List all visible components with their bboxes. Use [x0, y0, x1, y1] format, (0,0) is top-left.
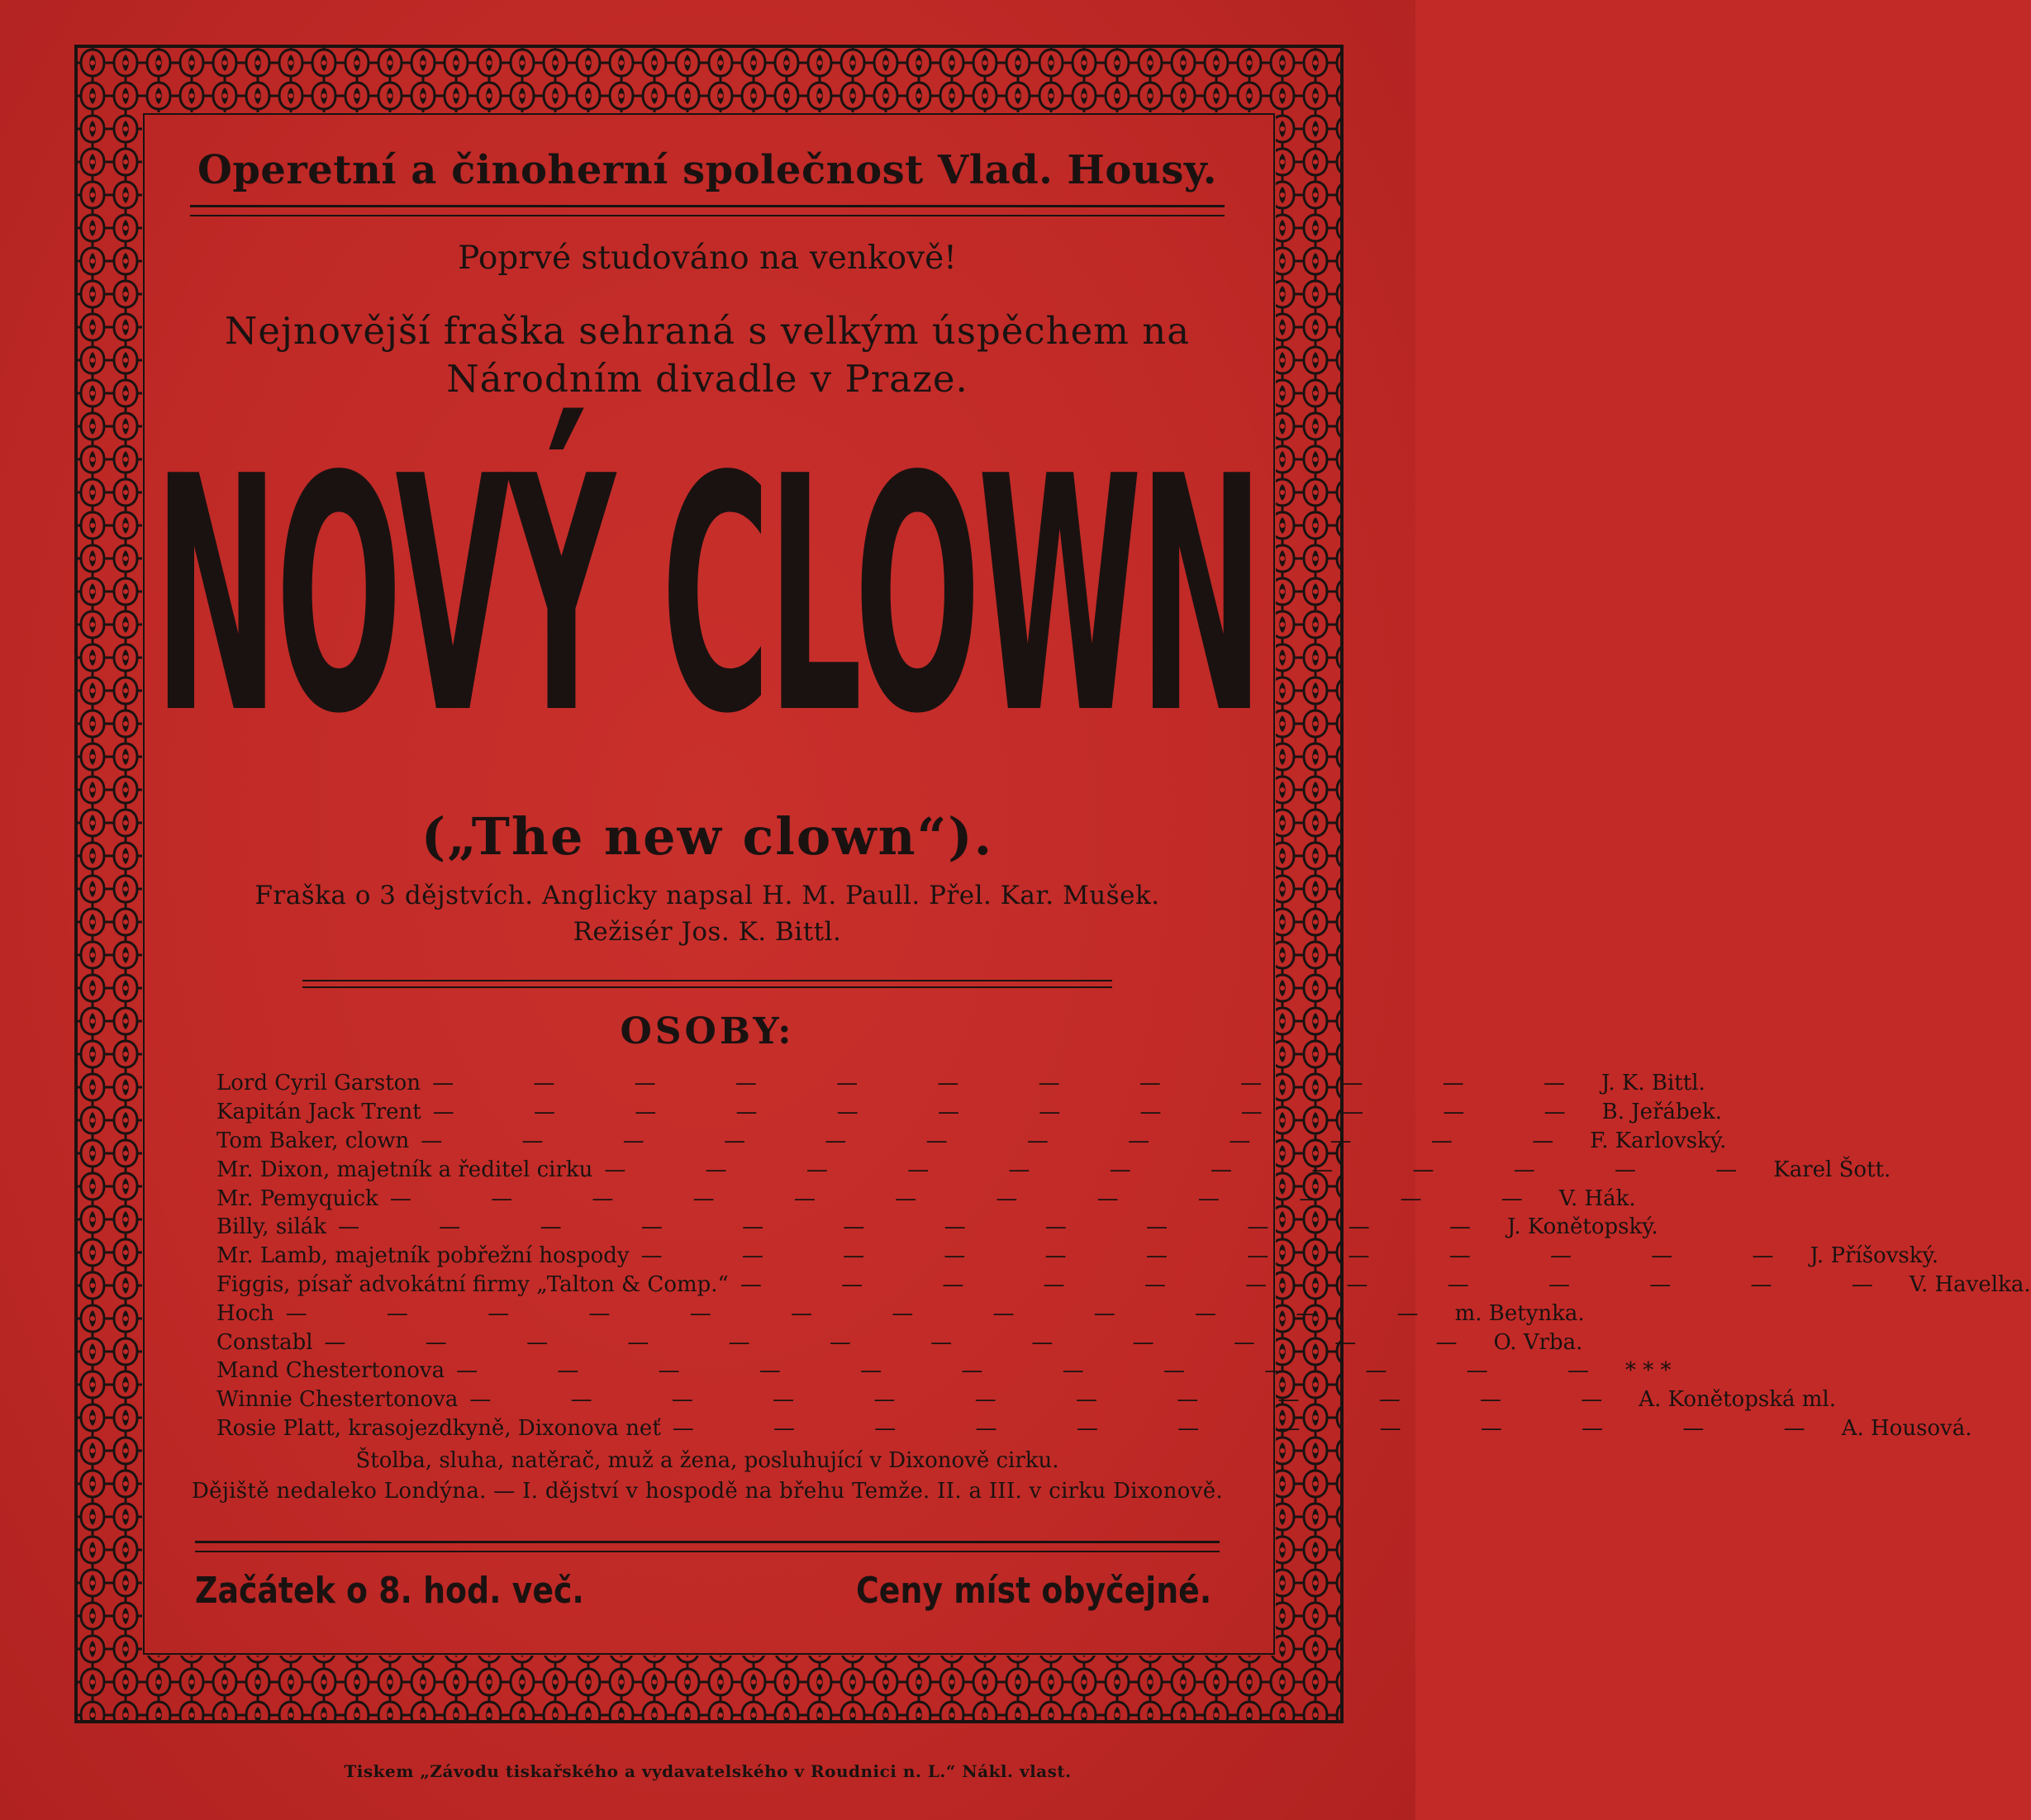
- cast-row: [216, 1357, 1672, 1385]
- cast-role: Mr. Pemyquick: [216, 1186, 378, 1211]
- cast-leader-dashes: — — — — — — — — — — — —: [421, 1128, 1591, 1153]
- cast-role: Mand Chestertonova: [216, 1358, 445, 1384]
- play-info: [149, 877, 1266, 950]
- cast-leader-dashes: — — — — — — — — — — — —: [324, 1329, 1494, 1355]
- cast-actor: F. Karlovský.: [1590, 1128, 1727, 1153]
- extras-line: Štolba, sluha, natěrač, muž a žena, posluhující v Dixonově cirku.: [355, 1448, 1059, 1473]
- first-performance-note: Poprvé studováno na venkově!: [458, 240, 957, 277]
- cast-actor: A. Konětopská ml.: [1639, 1387, 1836, 1413]
- cast-actor: Karel Šott.: [1773, 1157, 1891, 1182]
- cast-row: [216, 1069, 1705, 1098]
- cast-row: [216, 1299, 1585, 1328]
- cast-leader-dashes: — — — — — — — — — — — —: [432, 1071, 1601, 1096]
- poster-content: [149, 116, 2031, 1661]
- ticket-prices: Ceny míst obyčejné.: [855, 1570, 1211, 1612]
- cast-leader-dashes: — — — — — — — — — — — —: [456, 1358, 1626, 1384]
- start-time: Začátek o 8. hod. več.: [195, 1570, 584, 1612]
- intro-line-2: Národním divadle v Praze.: [446, 357, 968, 401]
- cast-leader-dashes: — — — — — — — — — — — —: [740, 1271, 1910, 1297]
- cast-actor: A. Housová.: [1841, 1415, 1972, 1441]
- cast-leader-dashes: — — — — — — — — — — — —: [640, 1243, 1810, 1269]
- cast-leader-dashes: — — — — — — — — — — — —: [432, 1100, 1602, 1125]
- cast-actor: O. Vrba.: [1493, 1329, 1583, 1355]
- cast-row: [216, 1184, 1636, 1213]
- cast-role: Billy, silák: [216, 1214, 327, 1240]
- cast-role: Figgis, písař advokátní firmy „Talton & Comp.“: [216, 1271, 729, 1297]
- cast-actor: J. Příšovský.: [1810, 1243, 1938, 1269]
- play-title: NOVÝ CLOWN: [154, 408, 1261, 785]
- cast-row: [216, 1127, 1727, 1156]
- cast-role: Mr. Lamb, majetník pobřežní hospody: [216, 1243, 630, 1269]
- cast-actor: m. Betynka.: [1454, 1300, 1585, 1326]
- cast-role: Constabl: [216, 1329, 313, 1355]
- cast-role: Rosie Platt, krasojezdkyně, Dixonova neť: [216, 1415, 661, 1441]
- play-subtitle: („The new clown“).: [421, 806, 994, 867]
- cast-role: Kapitán Jack Trent: [216, 1100, 421, 1125]
- cast-row: [216, 1155, 1891, 1184]
- info-line-2: Režisér Jos. K. Bittl.: [573, 917, 842, 947]
- cast-row: [216, 1213, 1658, 1242]
- cast-row: [216, 1098, 1723, 1127]
- cast-row: [216, 1271, 2031, 1300]
- cast-row: [216, 1242, 1938, 1271]
- intro-text: [149, 307, 1266, 403]
- cast-leader-dashes: — — — — — — — — — — — —: [389, 1186, 1559, 1211]
- divider-top: [190, 205, 1225, 216]
- cast-leader-dashes: — — — — — — — — — — — —: [672, 1415, 1842, 1441]
- cast-heading: OSOBY:: [620, 1010, 795, 1053]
- info-line-1: Fraška o 3 dějstvích. Anglicky napsal H. M. Paull. Přel. Kar. Mušek.: [254, 881, 1160, 910]
- cast-row: [216, 1414, 1972, 1443]
- cast-actor: J. Konětopský.: [1506, 1214, 1658, 1240]
- cast-leader-dashes: — — — — — — — — — — — —: [469, 1387, 1639, 1413]
- intro-line-1: Nejnovější fraška sehraná s velkým úspěchem na: [224, 309, 1191, 353]
- cast-role: Tom Baker, clown: [216, 1128, 410, 1153]
- cast-role: Mr. Dixon, majetník a ředitel cirku: [216, 1157, 593, 1182]
- cast-role: Hoch: [216, 1300, 274, 1326]
- cast-role: Lord Cyril Garston: [216, 1071, 421, 1096]
- cast-leader-dashes: — — — — — — — — — — — —: [285, 1300, 1455, 1326]
- cast-list: [216, 1069, 2031, 1442]
- cast-actor: V. Hák.: [1558, 1186, 1636, 1211]
- company-name: Operetní a činoherní společnost Vlad. Housy.: [197, 147, 1217, 193]
- cast-role: Winnie Chestertonova: [216, 1387, 459, 1413]
- cast-actor: B. Jeřábek.: [1601, 1100, 1723, 1125]
- setting-line: Dějiště nedaleko Londýna. — I. dějství v hospodě na břehu Temže. II. a III. v cirku Dixonově.: [192, 1479, 1223, 1504]
- printer-imprint: Tiskem „Závodu tiskařského a vydavatelského v Roudnici n. L.“ Nákl. vlast.: [344, 1761, 1072, 1781]
- divider-bottom: [195, 1541, 1220, 1552]
- cast-actor: V. Havelka.: [1909, 1271, 2031, 1297]
- cast-row: [216, 1385, 1836, 1414]
- cast-leader-dashes: — — — — — — — — — — — —: [604, 1157, 1774, 1182]
- cast-actor: J. K. Bittl.: [1601, 1071, 1705, 1096]
- cast-row: [216, 1328, 1583, 1357]
- cast-actor: * * *: [1625, 1358, 1672, 1384]
- divider-middle: [302, 980, 1112, 988]
- cast-leader-dashes: — — — — — — — — — — — —: [338, 1214, 1507, 1240]
